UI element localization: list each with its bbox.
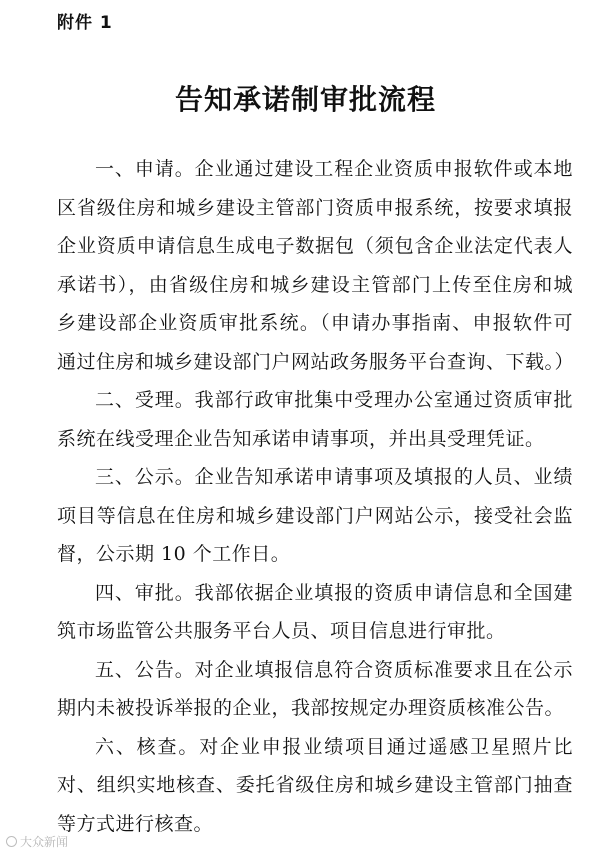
paragraph-approval: 四、审批。我部依据企业填报的资质申请信息和全国建筑市场监管公共服务平台人员、项目信息进行审批。 [57, 581, 573, 642]
document-body [57, 150, 573, 843]
paragraph-announcement: 五、公告。对企业填报信息符合资质标准要求且在公示期内未被投诉举报的企业，我部按规定办理资质核准公告。 [57, 658, 573, 719]
watermark-text: 大众新闻 [20, 835, 69, 849]
document-title: 告知承诺制审批流程 [174, 83, 436, 116]
paragraph-publicity: 三、公示。企业告知承诺申请事项及填报的人员、业绩项目等信息在住房和城乡建设部门户网站公示，接受社会监督，公示期 10 个工作日。 [57, 466, 573, 565]
paragraph-verification: 六、核查。对企业申报业绩项目通过遥感卫星照片比对、组织实地核查、委托省级住房和城乡建设主管部门抽查等方式进行核查。 [57, 735, 573, 835]
attachment-label: 附件 1 [57, 13, 113, 33]
watermark [6, 833, 68, 850]
paragraph-acceptance: 二、受理。我部行政审批集中受理办公室通过资质审批系统在线受理企业告知承诺申请事项，并出具受理凭证。 [57, 389, 573, 450]
logo-icon [6, 836, 17, 847]
paragraph-application: 一、申请。企业通过建设工程企业资质申报软件或本地区省级住房和城乡建设主管部门资质申报系统，按要求填报企业资质申请信息生成电子数据包（须包含企业法定代表人承诺书），由省级住房和城乡建设主管部门上传至住房和城乡建设部企业资质审批系统。（申请办事指南、申报软件可通过住房和城乡建设部门户网站政务服务平台查询、下载。） [57, 158, 575, 373]
